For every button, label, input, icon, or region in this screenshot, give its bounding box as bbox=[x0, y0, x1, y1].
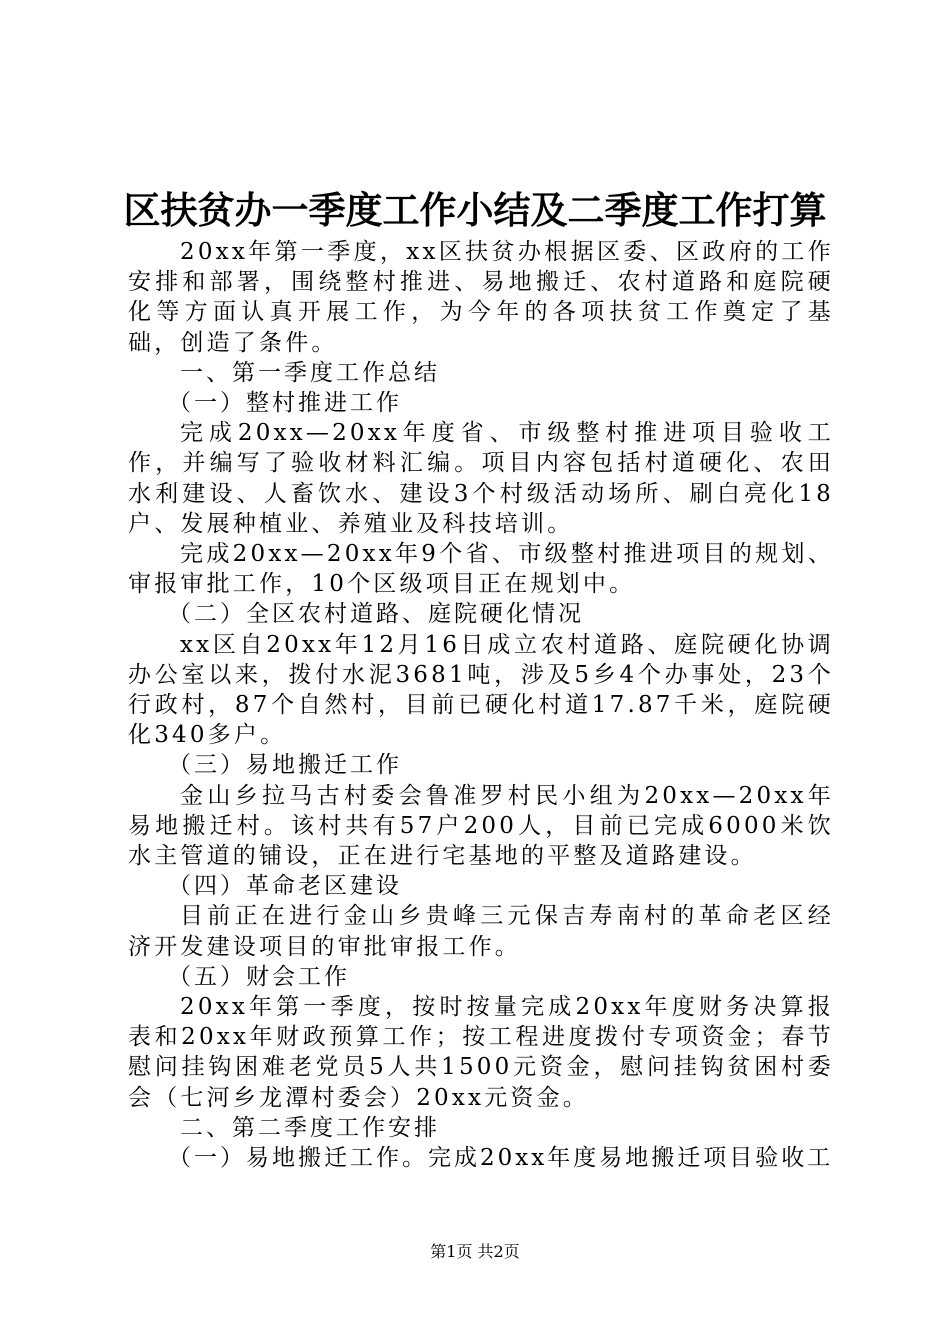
subsection-heading-q2-relocation: （一）易地搬迁工作。完成20xx年度易地搬迁项目验收工 bbox=[168, 1145, 834, 1172]
subsection-heading-village-advance: （一）整村推进工作 bbox=[168, 390, 402, 417]
paragraph-acceptance-work: 完成20xx—20xx年度省、市级整村推进项目验收工作，并编写了验收材料汇编。项目内容包括村道硬化、农田水利建设、人畜饮水、建设3个村级活动场所、刷白亮化18户、发展种植业、养殖业及科技培训。 bbox=[128, 420, 834, 537]
paragraph-planning-work: 完成20xx—20xx年9个省、市级整村推进项目的规划、审报审批工作，10个区级项目正在规划中。 bbox=[128, 541, 834, 598]
document-title: 区扶贫办一季度工作小结及二季度工作打算 bbox=[123, 188, 827, 232]
subsection-heading-relocation: （三）易地搬迁工作 bbox=[168, 752, 402, 779]
section-heading-q1-summary: 一、第一季度工作总结 bbox=[180, 359, 440, 386]
document-body bbox=[128, 237, 834, 1173]
subsection-heading-finance: （五）财会工作 bbox=[168, 963, 350, 990]
subsection-heading-road-hardening: （二）全区农村道路、庭院硬化情况 bbox=[168, 601, 584, 628]
page-footer: 第1页 共2页 bbox=[430, 1242, 520, 1261]
paragraph-revolutionary-area: 目前正在进行金山乡贵峰三元保吉寿南村的革命老区经济开发建设项目的审批审报工作。 bbox=[128, 903, 834, 960]
subsection-heading-revolutionary-area: （四）革命老区建设 bbox=[168, 873, 402, 900]
paragraph-relocation: 金山乡拉马古村委会鲁准罗村民小组为20xx—20xx年易地搬迁村。该村共有57户200人，目前已完成6000米饮水主管道的铺设，正在进行宅基地的平整及道路建设。 bbox=[128, 782, 834, 870]
paragraph-finance: 20xx年第一季度，按时按量完成20xx年度财务决算报表和20xx年财政预算工作；按工程进度拨付专项资金；春节慰问挂钩困难老党员5人共1500元资金，慰问挂钩贫困村委会（七河乡龙潭村委会）20xx元资金。 bbox=[128, 994, 834, 1111]
paragraph-road-hardening: xx区自20xx年12月16日成立农村道路、庭院硬化协调办公室以来，拨付水泥3681吨，涉及5乡4个办事处，23个行政村，87个自然村，目前已硬化村道17.87千米，庭院硬化340多户。 bbox=[128, 631, 834, 749]
section-heading-q2-plan: 二、第二季度工作安排 bbox=[180, 1114, 440, 1141]
intro-paragraph: 20xx年第一季度，xx区扶贫办根据区委、区政府的工作安排和部署，围绕整村推进、易地搬迁、农村道路和庭院硬化等方面认真开展工作，为今年的各项扶贫工作奠定了基础，创造了条件。 bbox=[128, 239, 834, 356]
